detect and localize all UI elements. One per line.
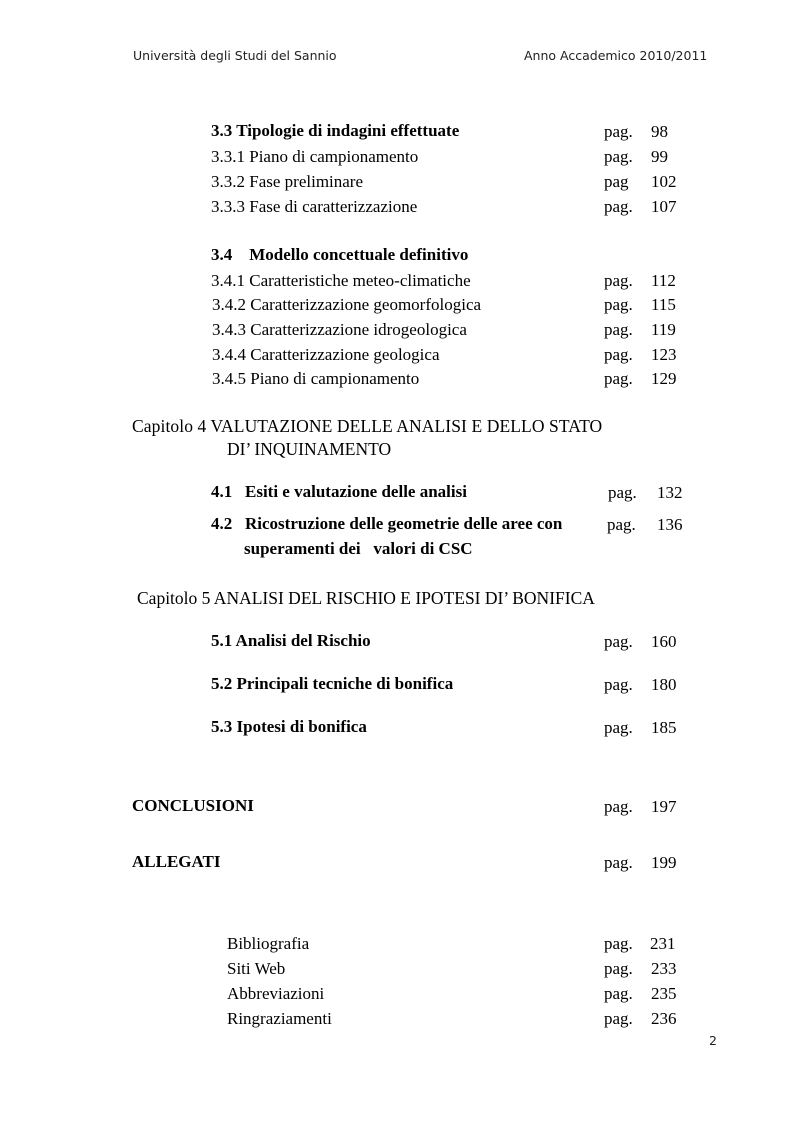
toc-page-number: 99 [651, 147, 668, 166]
toc-entry-5-1: 5.1 Analisi del Rischio [211, 631, 371, 650]
toc-page-number: 129 [651, 369, 677, 388]
toc-entry-3-4-2: 3.4.2 Caratterizzazione geomorfologica [212, 295, 482, 314]
toc-pag-label: pag. [608, 483, 637, 502]
toc-page-number: 180 [651, 675, 677, 694]
toc-entry-3-4: 3.4 Modello concettuale definitivo [211, 245, 469, 264]
toc-ringraziamenti: Ringraziamenti [227, 1009, 332, 1028]
toc-page-number: 160 [651, 632, 677, 651]
toc-entry-3-3: 3.3 Tipologie di indagini effettuate [211, 121, 460, 140]
header-academic-year: Anno Accademico 2010/2011 [524, 48, 708, 63]
toc-page-number: 107 [651, 197, 677, 216]
toc-chapter-4: Capitolo 4 VALUTAZIONE DELLE ANALISI E DELLO STATO [132, 416, 603, 436]
toc-pag-label: pag. [604, 797, 633, 816]
toc-pag-label: pag. [604, 632, 633, 651]
toc-entry-3-3-2: 3.3.2 Fase preliminare [211, 172, 364, 191]
toc-entry-4-2: 4.2 Ricostruzione delle geometrie delle aree con [211, 514, 563, 533]
toc-page-number: 102 [651, 172, 677, 191]
toc-page-number: 185 [651, 718, 677, 737]
toc-entry-4-2-cont: superamenti dei valori di CSC [244, 539, 473, 558]
toc-entry-4-1: 4.1 Esiti e valutazione delle analisi [211, 482, 467, 501]
toc-page-number: 197 [651, 797, 677, 816]
toc-page-number: 115 [651, 295, 676, 314]
toc-pag-label: pag. [604, 320, 633, 339]
toc-entry-3-3-3: 3.3.3 Fase di caratterizzazione [211, 197, 418, 216]
toc-entry-3-4-5: 3.4.5 Piano di campionamento [212, 369, 420, 388]
toc-pag-label: pag. [604, 675, 633, 694]
toc-pag-label: pag. [604, 853, 633, 872]
toc-page-number: 235 [651, 984, 677, 1003]
toc-page-number: 231 [650, 934, 676, 953]
toc-pag-label: pag. [604, 345, 633, 364]
toc-pag-label: pag. [604, 934, 633, 953]
toc-pag-label: pag. [604, 984, 633, 1003]
toc-allegati: ALLEGATI [132, 852, 221, 871]
toc-page-number: 233 [651, 959, 677, 978]
toc-page-number: 132 [657, 483, 683, 502]
toc-bibliografia: Bibliografia [227, 934, 310, 953]
toc-chapter-5: Capitolo 5 ANALISI DEL RISCHIO E IPOTESI DI’ BONIFICA [137, 588, 595, 608]
toc-entry-3-4-1: 3.4.1 Caratteristiche meteo-climatiche [211, 271, 471, 290]
toc-page-number: 123 [651, 345, 677, 364]
toc-chapter-4-cont: DI’ INQUINAMENTO [227, 439, 392, 459]
toc-pag-label: pag. [604, 369, 633, 388]
toc-pag-label: pag. [604, 147, 633, 166]
toc-entry-3-4-4: 3.4.4 Caratterizzazione geologica [212, 345, 440, 364]
toc-page-number: 112 [651, 271, 676, 290]
toc-entry-3-4-3: 3.4.3 Caratterizzazione idrogeologica [212, 320, 467, 339]
toc-pag-label: pag. [604, 1009, 633, 1028]
toc-conclusioni: CONCLUSIONI [132, 796, 254, 815]
toc-entry-5-2: 5.2 Principali tecniche di bonifica [211, 674, 454, 693]
toc-abbreviazioni: Abbreviazioni [227, 984, 325, 1003]
toc-pag-label: pag. [607, 515, 636, 534]
toc-page-number: 119 [651, 320, 676, 339]
toc-page-number: 199 [651, 853, 677, 872]
toc-page-number: 136 [657, 515, 683, 534]
toc-pag-label: pag. [604, 122, 633, 141]
toc-entry-3-3-1: 3.3.1 Piano di campionamento [211, 147, 419, 166]
toc-siti-web: Siti Web [227, 959, 286, 978]
toc-entry-5-3: 5.3 Ipotesi di bonifica [211, 717, 367, 736]
toc-pag-label: pag. [604, 295, 633, 314]
page-number: 2 [709, 1033, 717, 1048]
toc-pag-label: pag. [604, 959, 633, 978]
toc-pag-label: pag. [604, 197, 633, 216]
toc-pag-label: pag. [604, 271, 633, 290]
toc-page-number: 98 [651, 122, 668, 141]
header-university: Università degli Studi del Sannio [133, 48, 337, 63]
toc-pag-label: pag. [604, 718, 633, 737]
toc-pag-label: pag [604, 172, 629, 191]
toc-page-number: 236 [651, 1009, 677, 1028]
